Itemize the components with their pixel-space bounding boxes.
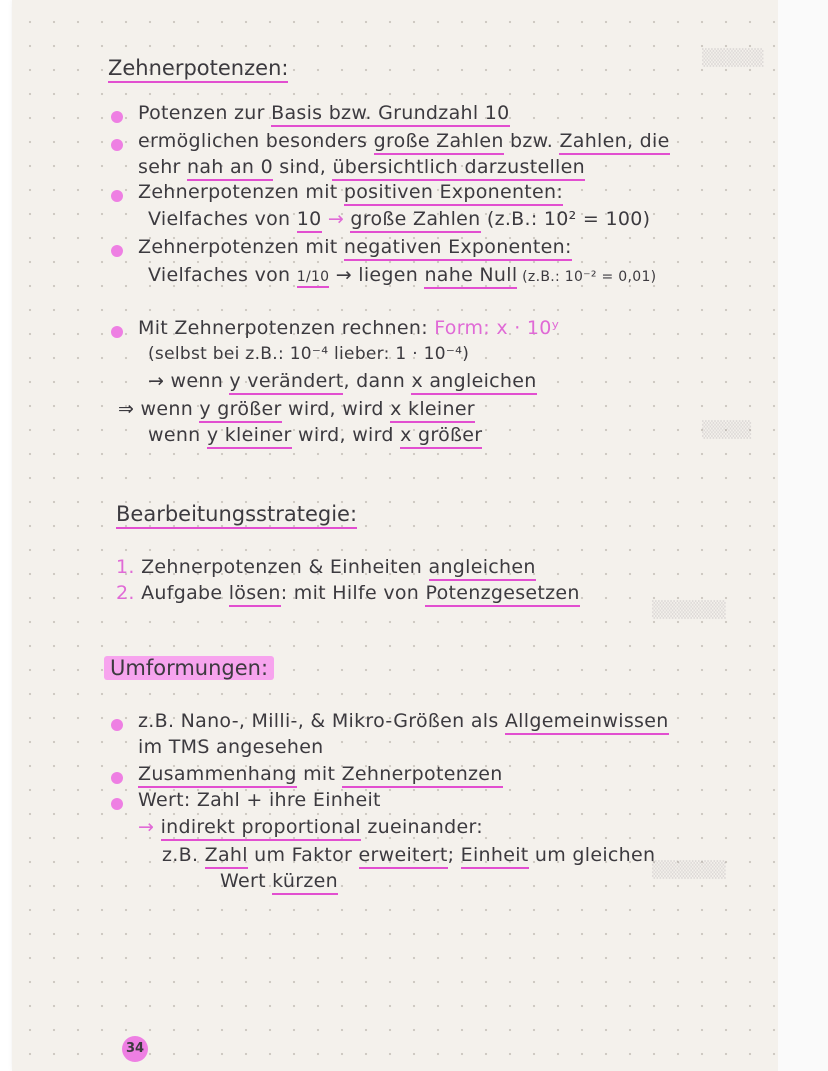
text-line: ermöglichen besonders große Zahlen bzw. Zahlen, die (138, 130, 670, 152)
bullet-icon (111, 111, 123, 123)
text-line: Zusammenhang mit Zehnerpotenzen (138, 763, 503, 785)
bullet-icon (111, 245, 123, 257)
text-line: → wenn y verändert, dann x angleichen (148, 370, 537, 392)
bullet-icon (111, 719, 123, 731)
text-line: Vielfaches von 1/10 → liegen nahe Null (z.B.: 10⁻² = 0,01) (148, 264, 656, 286)
text-line: Mit Zehnerpotenzen rechnen: Form: x · 10ʸ (138, 317, 560, 339)
text-line: Vielfaches von 10 → große Zahlen (z.B.: 10² = 100) (148, 208, 650, 230)
step-item: 2. Aufgabe lösen: mit Hilfe von Potenzgesetzen (116, 582, 580, 604)
bullet-icon (111, 798, 123, 810)
bleed-through-text: ▒▒▒▒ (702, 420, 752, 439)
bleed-through-text: ▒▒▒▒▒ (702, 48, 764, 67)
text-line: wenn y kleiner wird, wird x größer (148, 424, 482, 446)
bullet-icon (111, 190, 123, 202)
text-line: Wert: Zahl + ihre Einheit (138, 789, 381, 811)
text-line: Potenzen zur Basis bzw. Grundzahl 10 (138, 102, 510, 124)
page-number-badge: 34 (122, 1036, 148, 1062)
text-line: Zehnerpotenzen mit negativen Exponenten: (138, 236, 572, 258)
page-margin (778, 0, 828, 1071)
text-line: (selbst bei z.B.: 10⁻⁴ lieber: 1 · 10⁻⁴) (148, 344, 470, 364)
bleed-through-text: ▒▒▒▒▒▒ (652, 860, 726, 879)
text-line: ⇒ wenn y größer wird, wird x kleiner (118, 398, 475, 420)
text-line: sehr nah an 0 sind, übersichtlich darzustellen (138, 156, 585, 178)
text-line: z.B. Nano-, Milli-, & Mikro-Größen als Allgemeinwissen (138, 710, 669, 732)
bullet-icon (111, 326, 123, 338)
bleed-through-text: ▒▒▒▒▒▒ (652, 600, 726, 619)
section-title-bearbeitungsstrategie: Bearbeitungsstrategie: (116, 502, 357, 526)
bullet-icon (111, 772, 123, 784)
step-item: 1. Zehnerpotenzen & Einheiten angleichen (116, 556, 536, 578)
text-line: Wert kürzen (220, 870, 338, 892)
section-title-umformungen: Umformungen: (104, 656, 274, 680)
section-title-zehnerpotenzen: Zehnerpotenzen: (108, 56, 288, 80)
text-line: Zehnerpotenzen mit positiven Exponenten: (138, 181, 563, 203)
notebook-page (12, 0, 778, 1071)
text-line: im TMS angesehen (138, 736, 324, 758)
bullet-icon (111, 139, 123, 151)
text-line: z.B. Zahl um Faktor erweitert; Einheit um gleichen (162, 844, 655, 866)
text-line: → indirekt proportional zueinander: (138, 816, 483, 838)
